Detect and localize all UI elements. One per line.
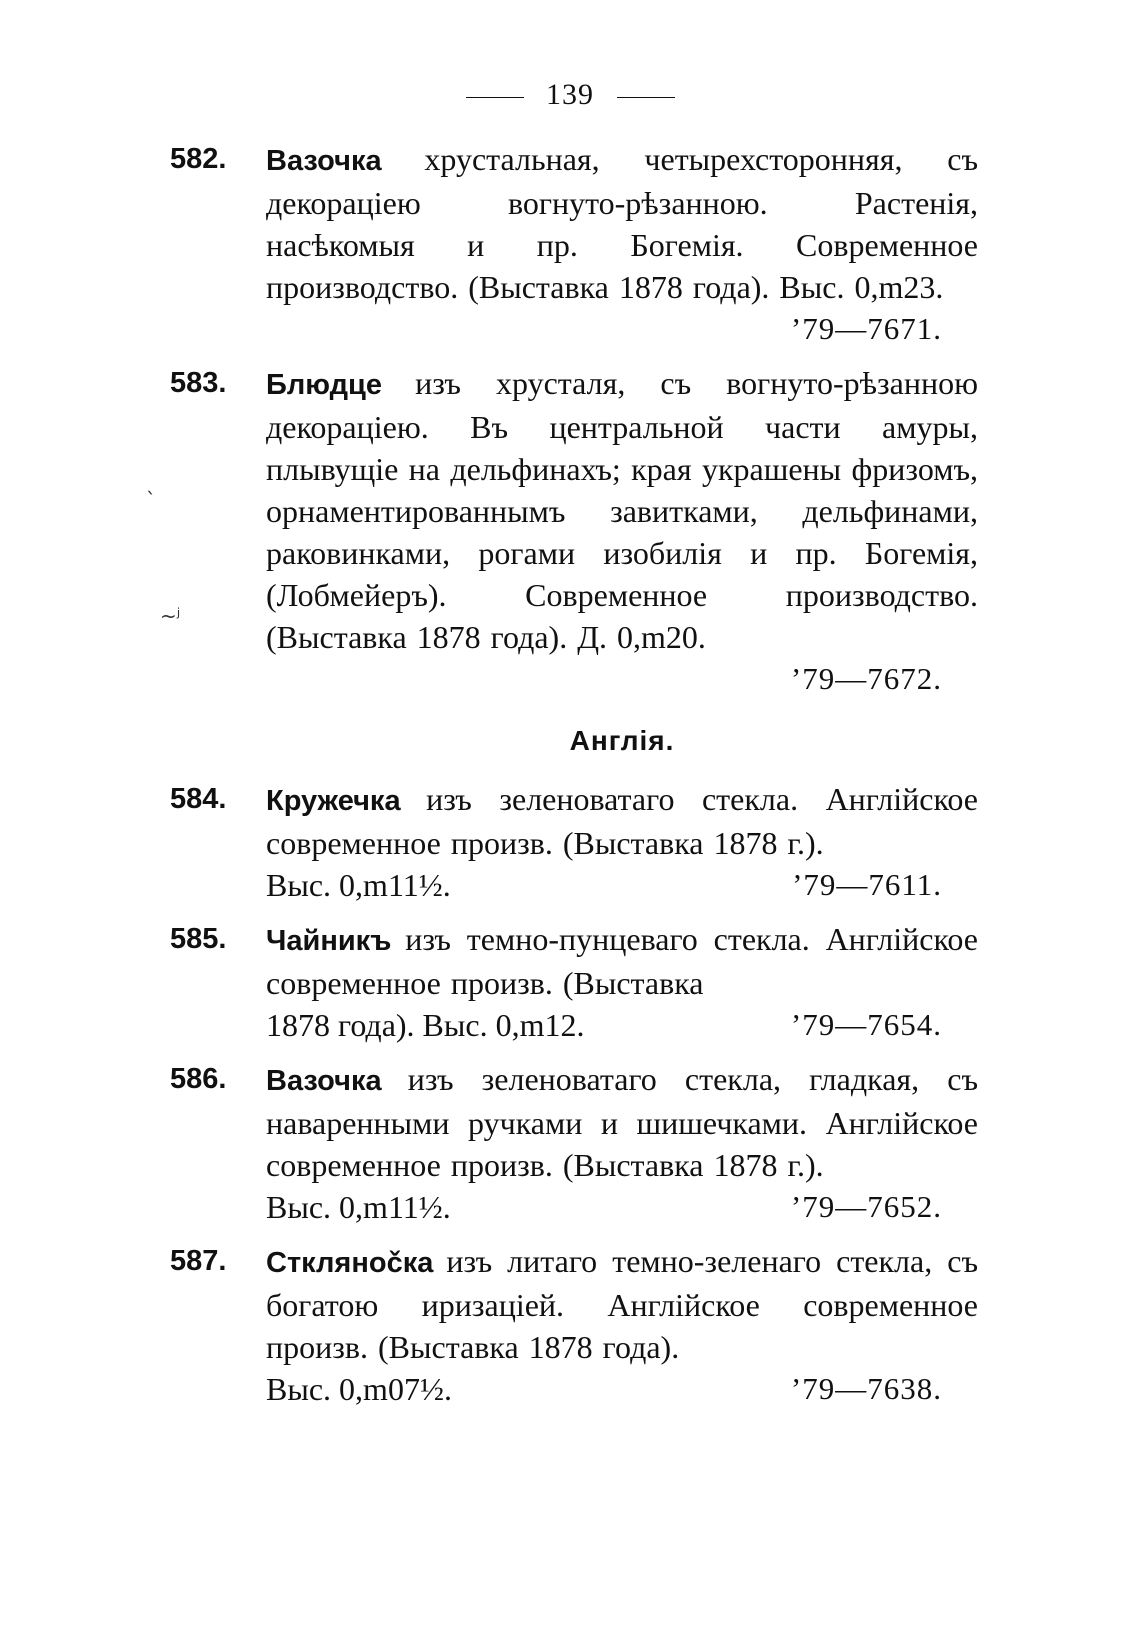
catalog-entry-586	[170, 1058, 978, 1228]
entry-description: изъ литаго темно-зеленаго стекла, съ богатою иризацiей. Англiйское современное произв. (Выставка 1878 года).	[266, 1243, 979, 1365]
inventory-number: ’79—7652.	[790, 1189, 942, 1224]
inventory-number: ’79—7672.	[790, 661, 942, 696]
margin-speck: ˋ	[146, 488, 156, 512]
entry-description: изъ зеленоватаго стекла, гладкая, съ наваренными ручками и шишечками. Англiйское современное произв. (Выставка 1878 г.).	[266, 1061, 979, 1183]
entry-last-line	[266, 864, 978, 906]
inventory-number: ’79—7671.	[790, 311, 942, 346]
catalog-text	[170, 138, 978, 1422]
inventory-number: ’79—7611.	[792, 867, 942, 902]
inventory-number: ’79—7654.	[790, 1007, 942, 1042]
entry-dimension: 1878 года). Выс. 0,m12.	[266, 1007, 585, 1043]
header-dash-left	[466, 97, 524, 98]
page-number: 139	[546, 78, 594, 111]
entry-title: Стклянočка	[266, 1247, 434, 1279]
entry-title: Вазочка	[266, 145, 382, 177]
entry-number: 587.	[170, 1245, 227, 1277]
entry-title: Кружечка	[266, 785, 401, 817]
entry-last-line	[266, 1186, 978, 1228]
entry-dimension: Выс. 0,m11½.	[266, 867, 451, 903]
catalog-entry-582	[170, 138, 978, 350]
entry-last-line	[266, 1368, 978, 1410]
margin-pencil-mark: ~ʲ	[160, 604, 181, 628]
entry-description: изъ хрусталя, съ вогнуто-рѣзанною декорацiею. Въ центральной части амуры, плывущiе на дельфинахъ; края украшены фризомъ, орнаментированнымъ завитками, дельфинами, раковинками, рогами изобилiя и пр. Богемiя, (Лобмейеръ). Современное производство. (Выставка 1878 года). Д. 0,m20.	[266, 365, 979, 655]
entry-number: 584.	[170, 783, 227, 815]
entry-number: 585.	[170, 923, 227, 955]
catalog-entry-585	[170, 918, 978, 1046]
entry-title: Блюдце	[266, 369, 383, 401]
entry-number: 582.	[170, 143, 227, 175]
entry-description: хрустальная, четырехсторонняя, съ декорацiею вогнуто-рѣзанною. Растенiя, насѣкомыя и пр. Богемiя. Современное производство. (Выставка 1878 года). Выс. 0,m23.	[266, 141, 979, 305]
catalog-entry-587	[170, 1240, 978, 1410]
entry-description: изъ темно-пунцеваго стекла. Англiйское современное произв. (Выставка	[266, 921, 979, 1001]
entry-title: Чайникъ	[266, 925, 392, 957]
entry-description: изъ зеленоватаго стекла. Англiйское современное произв. (Выставка 1878 г.).	[266, 781, 978, 861]
entry-last-line	[266, 1004, 978, 1046]
inventory-number: ’79—7638.	[790, 1371, 942, 1406]
page-header	[0, 78, 1140, 112]
catalog-entry-584	[170, 778, 978, 906]
entry-title: Вазочка	[266, 1065, 382, 1097]
entry-dimension: Выс. 0,m07½.	[266, 1371, 452, 1407]
header-dash-right	[617, 97, 675, 98]
entry-number: 583.	[170, 367, 227, 399]
catalog-entry-583	[170, 362, 978, 700]
entry-number: 586.	[170, 1063, 227, 1095]
entry-dimension: Выс. 0,m11½.	[266, 1189, 451, 1225]
section-heading: Англiя.	[569, 725, 675, 756]
